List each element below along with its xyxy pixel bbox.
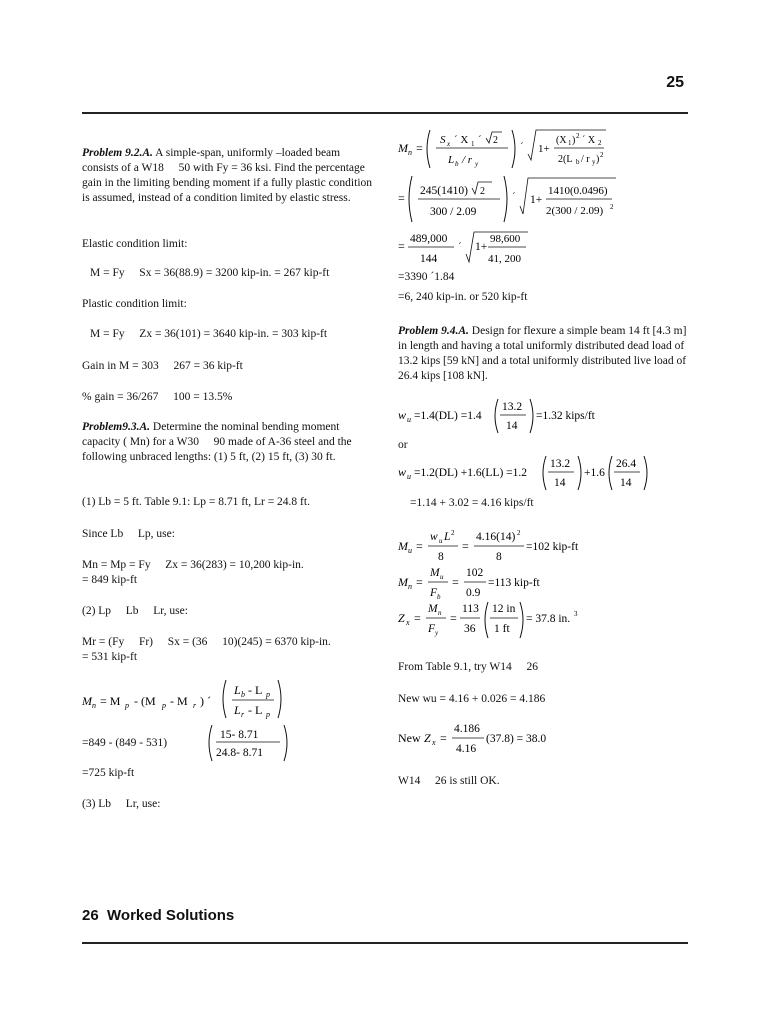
- mn-result: =113 kip-ft: [488, 577, 540, 589]
- m1-root-numerator: 1410(0.0496): [548, 185, 608, 197]
- svg-text:8: 8: [496, 551, 502, 563]
- case-1-line: (1) Lb = 5 ft. Table 9.1: Lp = 8.71 ft, Lr = 24.8 ft.: [82, 496, 310, 508]
- mr-equation: Mr = (Fy   Fr)   Sx = (36   10)(245) = 6370 kip-in.: [82, 636, 331, 648]
- ok-line: W14   26 is still OK.: [398, 775, 500, 787]
- new-wu-line: New wu = 4.16 + 0.026 = 4.186: [398, 693, 546, 705]
- svg-text:13.2: 13.2: [502, 401, 523, 413]
- svg-text:1: 1: [568, 139, 572, 147]
- svg-text:=: =: [414, 611, 421, 625]
- svg-text:8: 8: [438, 551, 444, 563]
- elastic-equation: M = Fy   Sx = 36(88.9) = 3200 kip-in. = 267 kip-ft: [90, 267, 330, 279]
- mn-equation-1b: = 849 kip-ft: [82, 574, 138, 586]
- svg-text:S: S: [440, 134, 446, 146]
- svg-text:´ X: ´ X: [454, 134, 469, 146]
- svg-text:b: b: [437, 593, 441, 601]
- svg-text:L: L: [234, 703, 241, 717]
- mn-formula-symbolic: [396, 126, 616, 172]
- svg-text:2(L: 2(L: [558, 154, 573, 165]
- wu2-text: =1.2(DL) +1.6(LL) =1.2: [414, 467, 528, 479]
- svg-text:New: New: [398, 731, 421, 745]
- svg-text:=: =: [398, 191, 405, 205]
- problem-9-3a-text: Determine the nominal bending moment capacity ( Mn) for a W30   90 made of A-36 steel and the following unbraced lengths: (1) 5 ft, (2) 15 ft, (3) 30 ft.: [82, 421, 352, 463]
- zx-equation: [396, 598, 616, 642]
- plastic-label: Plastic condition limit:: [82, 298, 187, 310]
- footer-title: Worked Solutions: [107, 907, 235, 924]
- case-3-line: (3) Lb   Lr, use:: [82, 798, 161, 810]
- result-725: =725 kip-ft: [82, 767, 135, 779]
- plastic-equation: M = Fy   Zx = 36(101) = 3640 kip-in. = 303 kip-ft: [90, 328, 328, 340]
- svg-text:=: =: [452, 575, 459, 589]
- m1-root-denominator: 2(300 / 2.09): [546, 205, 604, 217]
- svg-text:u: u: [407, 415, 411, 424]
- svg-text:1+: 1+: [475, 241, 488, 253]
- svg-text:L: L: [234, 683, 241, 697]
- svg-text:1+: 1+: [538, 143, 550, 155]
- svg-text:y: y: [592, 158, 596, 166]
- svg-text:p: p: [266, 690, 270, 699]
- svg-text:=: =: [416, 141, 423, 155]
- svg-text:M: M: [430, 567, 440, 579]
- svg-text:F: F: [430, 587, 438, 599]
- svg-text:p: p: [266, 710, 270, 719]
- svg-text:+1.6: +1.6: [584, 467, 605, 479]
- svg-text:´: ´: [520, 141, 524, 153]
- since-line: Since Lb   Lp, use:: [82, 528, 175, 540]
- svg-text:u: u: [407, 472, 411, 481]
- svg-text:n: n: [92, 701, 96, 710]
- svg-text:F: F: [428, 623, 436, 635]
- wu1-result: =1.32 kips/ft: [536, 410, 595, 422]
- mn-product: =3390 ´1.84: [398, 271, 455, 283]
- svg-text:2: 2: [600, 151, 604, 159]
- problem-9-2a-text: A simple-span, uniformly –loaded beam consists of a W18   50 with Fy = 36 ksi. Find the percentage gain in the limiting bending moment if a fully plastic condition is assumed, instead of a condition limited by elastic stress.: [82, 147, 373, 204]
- svg-text:0.9: 0.9: [466, 587, 481, 599]
- svg-text:4.16: 4.16: [456, 743, 477, 755]
- m2-root-numerator: 98,600: [490, 233, 521, 245]
- svg-text:- (M: - (M: [134, 694, 156, 708]
- problem-9-3a-label: Problem9.3.A.: [82, 421, 151, 433]
- svg-text:14: 14: [554, 477, 566, 489]
- svg-text:y: y: [435, 629, 439, 637]
- svg-text:b: b: [455, 160, 459, 168]
- svg-text:2: 2: [493, 135, 498, 146]
- svg-text:M: M: [82, 694, 92, 708]
- mr-equation-b: = 531 kip-ft: [82, 651, 138, 663]
- svg-text:b: b: [576, 158, 580, 166]
- svg-text:Z: Z: [424, 731, 431, 745]
- svg-text:2: 2: [517, 529, 521, 537]
- svg-text:36: 36: [464, 623, 476, 635]
- svg-text:1+: 1+: [530, 194, 543, 206]
- svg-text:12 in: 12 in: [492, 603, 516, 615]
- top-rule: [82, 112, 688, 114]
- svg-text:1: 1: [471, 140, 475, 148]
- svg-text:u: u: [439, 537, 443, 545]
- page-number-top: 25: [666, 74, 684, 91]
- percent-gain-line: % gain = 36/267   100 = 13.5%: [82, 391, 233, 403]
- svg-text:b: b: [241, 690, 245, 699]
- svg-text:w: w: [430, 531, 438, 543]
- svg-text:4.16(14): 4.16(14): [476, 531, 516, 543]
- svg-text:y: y: [475, 160, 479, 168]
- svg-text:=: =: [398, 239, 405, 253]
- svg-text:4.186: 4.186: [454, 723, 480, 735]
- svg-text:- L: - L: [248, 703, 263, 717]
- footer: [82, 907, 234, 924]
- svg-text:= M: = M: [100, 694, 121, 708]
- svg-text:´ X: ´ X: [582, 135, 596, 146]
- svg-text:26.4: 26.4: [616, 458, 637, 470]
- svg-text:(X: (X: [556, 135, 567, 146]
- m2-root-denominator: 41, 200: [488, 253, 521, 265]
- svg-text:M: M: [398, 575, 408, 589]
- frac-numerator: 15- 8.71: [220, 729, 259, 741]
- m1-numerator: 245(1410): [420, 185, 468, 197]
- svg-text:- L: - L: [248, 683, 263, 697]
- svg-text:M: M: [428, 603, 438, 615]
- svg-text:=: =: [450, 611, 457, 625]
- svg-text:=: =: [440, 731, 447, 745]
- mn-final: =6, 240 kip-in. or 520 kip-ft: [398, 291, 528, 303]
- svg-text:´: ´: [458, 241, 462, 253]
- svg-text:/ r: / r: [581, 154, 590, 165]
- svg-text:/ r: / r: [462, 154, 473, 166]
- svg-text:=: =: [416, 539, 423, 553]
- svg-text:14: 14: [620, 477, 632, 489]
- svg-text:u: u: [440, 573, 444, 581]
- new-zx-result: (37.8) = 38.0: [486, 733, 547, 745]
- svg-text:x: x: [432, 738, 436, 747]
- svg-text:x: x: [406, 618, 410, 627]
- svg-text:p: p: [125, 701, 129, 710]
- svg-text:=: =: [462, 539, 469, 553]
- elastic-label: Elastic condition limit:: [82, 238, 188, 250]
- svg-text:- M: - M: [170, 694, 188, 708]
- frac-denominator: 24.8- 8.71: [216, 747, 263, 759]
- mn-equation-1: Mn = Mp = Fy   Zx = 36(283) = 10,200 kip-in.: [82, 559, 304, 571]
- svg-text:r: r: [193, 701, 197, 710]
- m1-denominator: 300 / 2.09: [430, 206, 477, 218]
- problem-9-3a-paragraph: [82, 420, 372, 465]
- footer-page-number: 26: [82, 907, 99, 924]
- svg-text:2: 2: [610, 203, 614, 211]
- svg-text:2: 2: [576, 132, 580, 140]
- svg-text:´: ´: [512, 191, 516, 203]
- gain-line: Gain in M = 303   267 = 36 kip-ft: [82, 360, 243, 372]
- svg-text:w: w: [398, 465, 407, 479]
- svg-text:M: M: [398, 141, 408, 155]
- zx-result: = 37.8 in.: [526, 613, 571, 625]
- mu-result: =102 kip-ft: [526, 541, 579, 553]
- wu-sum: =1.14 + 3.02 = 4.16 kips/ft: [410, 497, 534, 509]
- svg-text:1 ft: 1 ft: [494, 623, 510, 635]
- problem-9-4a-text: Design for flexure a simple beam 14 ft [4.3 m] in length and having a total uniformly distributed dead load of 13.2 kips [59 kN] and a total uniformly distributed live load of 26.4 kips [108 kN].: [398, 325, 687, 382]
- svg-text:u: u: [408, 546, 412, 555]
- problem-9-2a-paragraph: [82, 146, 372, 206]
- svg-text:w: w: [398, 408, 407, 422]
- svg-text:x: x: [447, 140, 451, 148]
- new-zx-equation: [396, 718, 596, 758]
- svg-text:M: M: [398, 539, 408, 553]
- svg-text:Z: Z: [398, 611, 405, 625]
- svg-text:14: 14: [506, 420, 518, 432]
- svg-text:=: =: [416, 575, 423, 589]
- svg-text:2: 2: [451, 529, 455, 537]
- case-2-line: (2) Lp   Lb   Lr, use:: [82, 605, 188, 617]
- svg-text:n: n: [438, 609, 442, 617]
- svg-text:102: 102: [466, 567, 484, 579]
- svg-text:´: ´: [478, 134, 482, 146]
- mn-numeric-substitution: [396, 172, 626, 228]
- mn-formula: [80, 674, 300, 724]
- svg-text:): ): [572, 135, 576, 146]
- svg-text:r: r: [241, 710, 245, 719]
- problem-9-4a-paragraph: [398, 324, 690, 384]
- svg-text:n: n: [408, 148, 412, 157]
- or-label: or: [398, 439, 408, 451]
- svg-text:113: 113: [462, 603, 479, 615]
- svg-text:n: n: [408, 582, 412, 591]
- mn-intermediate: [396, 228, 536, 268]
- wu1-text: =1.4(DL) =1.4: [414, 410, 482, 422]
- wu-combined-equation: [396, 452, 656, 494]
- svg-text:3: 3: [574, 610, 578, 618]
- m2-numerator: 489,000: [410, 233, 448, 245]
- svg-text:2: 2: [598, 139, 602, 147]
- m2-denominator: 144: [420, 253, 438, 265]
- svg-text:L: L: [444, 531, 451, 543]
- svg-text:2: 2: [480, 186, 485, 197]
- mn-calculation: =849 - (849 - 531): [82, 737, 168, 749]
- problem-9-2a-label: Problem 9.2.A.: [82, 147, 153, 159]
- mn-calc-fraction: [206, 722, 296, 764]
- svg-text:13.2: 13.2: [550, 458, 571, 470]
- wu-dead-load-equation: [396, 395, 636, 437]
- svg-text:) ´: ) ´: [200, 694, 211, 708]
- svg-text:L: L: [448, 154, 455, 166]
- problem-9-4a-label: Problem 9.4.A.: [398, 325, 469, 337]
- try-section: From Table 9.1, try W14   26: [398, 661, 538, 673]
- svg-text:): ): [596, 154, 600, 165]
- svg-text:p: p: [162, 701, 166, 710]
- bottom-rule: [82, 942, 688, 944]
